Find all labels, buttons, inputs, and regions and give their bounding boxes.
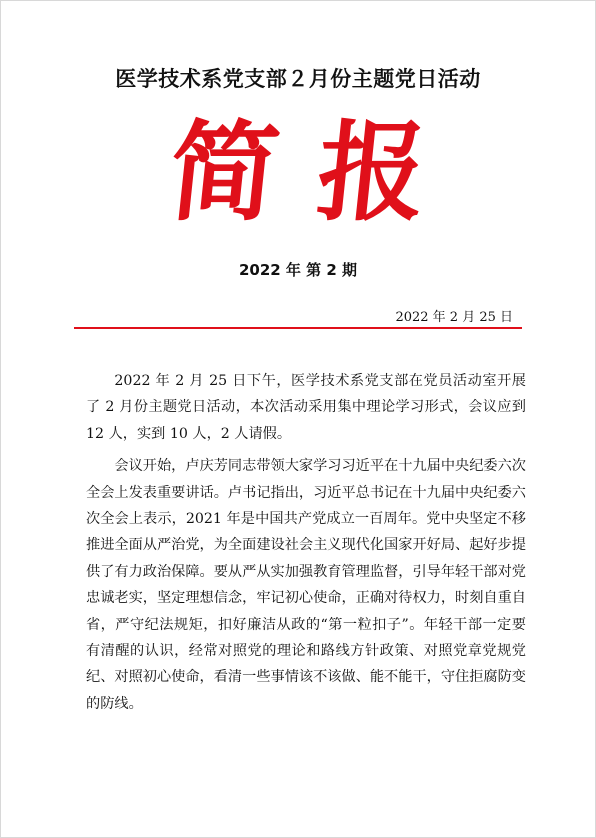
masthead-title: 简报 <box>163 110 473 236</box>
paragraph: 2022 年 2 月 25 日下午，医学技术系党支部在党员活动室开展了 2 月份主题党日活动，本次活动采用集中理论学习形式，会议应到 12 人，实到 10 人，2 人请假。 <box>86 373 526 442</box>
issue-number: 2022 年 第 2 期 <box>238 261 358 279</box>
article-body <box>86 368 526 723</box>
paragraph: 会议开始，卢庆芳同志带领大家学习习近平在十九届中央纪委六次全会上发表重要讲话。卢书记指出，习近平总书记在十九届中央纪委六次全会上表示，2021 年是中国共产党成立一百周年。党中央坚定不移推进全面从严治党，为全面建设社会主义现代化国家开好局、起好步提供了有力政治保障。要从严从实加强教育管理监督，引导年轻干部对党忠诚老实，坚定理想信念，牢记初心使命，正确对待权力，时刻自重自省，严守纪法规矩，扣好廉洁从政的“第一粒扣子”。年轻干部一定要有清醒的认识，经常对照党的理论和路线方针政策、对照党章党规党纪、对照初心使命，看清一些事情该不该做、能不能干，守住拒腐防变的防线。 <box>86 458 526 712</box>
red-divider <box>74 327 522 329</box>
document-title: 医学技术系党支部２月份主题党日活动 <box>115 67 481 91</box>
publish-date: 2022 年 2 月 25 日 <box>395 310 513 325</box>
